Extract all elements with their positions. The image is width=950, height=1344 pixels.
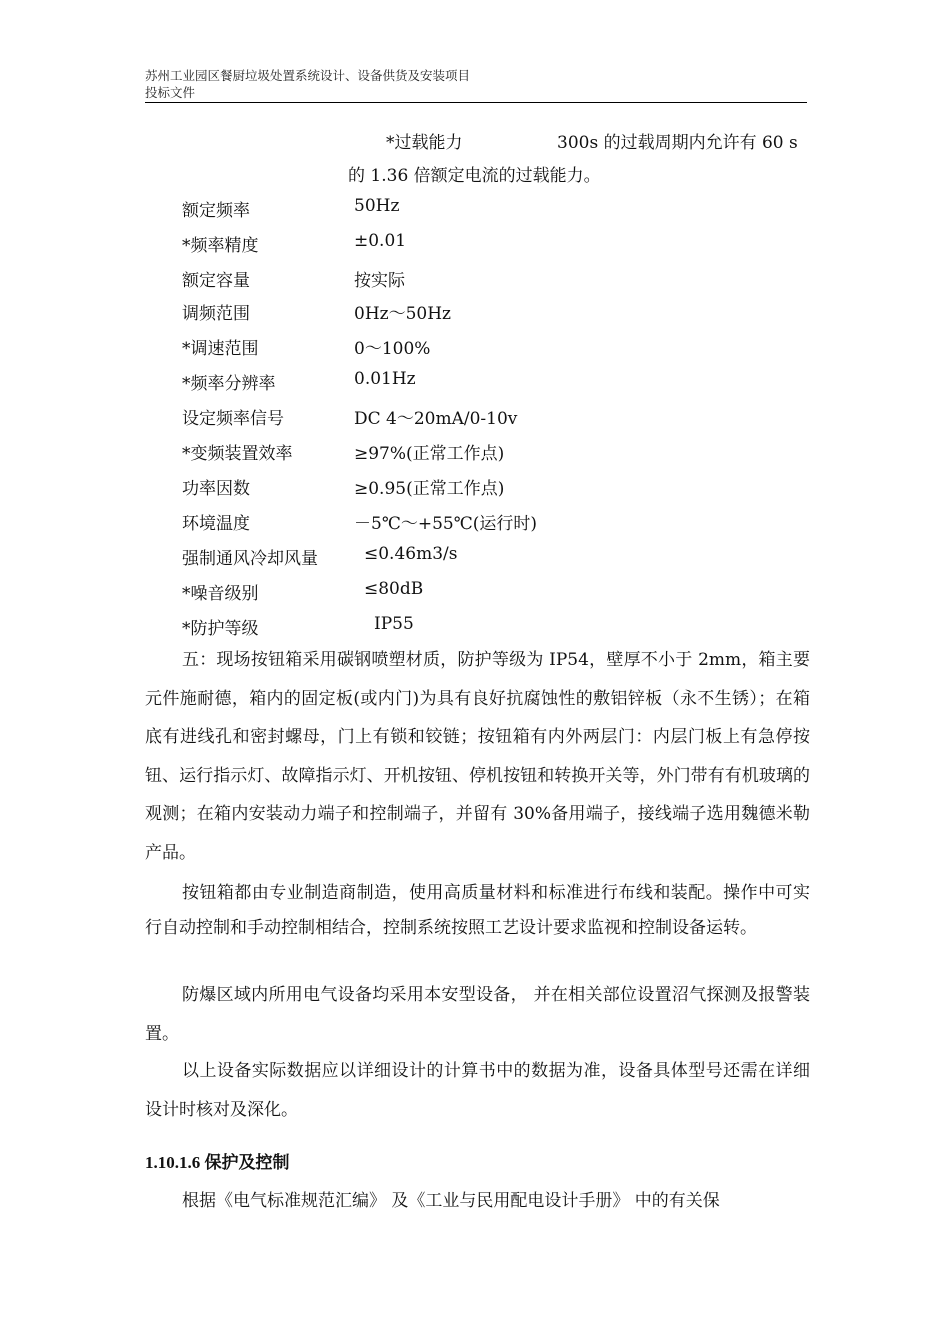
paragraph-button-box: 五：现场按钮箱采用碳钢喷塑材质，防护等级为 IP54，壁厚不小于 2mm，箱主要元件施耐德，箱内的固定板(或内门)为具有良好抗腐蚀性的敷铝锌板（永不生锈）；在箱底有进线孔和密封螺母，门上有锁和铰链；按钮箱有内外两层门：内层门板上有急停按钮、运行指示灯、故障指示灯、开机按钮、停机按钮和转换开关等，外门带有有机玻璃的观测；在箱内安装动力端子和控制端子，并留有 30%备用端子，接线端子选用魏德米勒产品。 bbox=[145, 650, 810, 863]
spec-label: 额定容量 bbox=[182, 271, 250, 291]
spec-label: *频率分辨率 bbox=[182, 374, 276, 394]
spec-label: *防护等级 bbox=[182, 619, 259, 639]
spec-value: －5℃～+55℃(运行时) bbox=[354, 514, 537, 534]
spec-label: 额定频率 bbox=[182, 201, 250, 221]
section-heading: 1.10.1.6 保护及控制 bbox=[145, 1153, 290, 1172]
spec-label: 功率因数 bbox=[182, 479, 250, 499]
spec-value: ≤80dB bbox=[364, 579, 424, 599]
spec-value: ≤0.46m3/s bbox=[364, 544, 458, 564]
spec-label: 设定频率信号 bbox=[182, 409, 284, 429]
spec-value: DC 4～20mA/0-10v bbox=[354, 409, 518, 429]
overload-value-line1: 300s 的过载周期内允许有 60 s bbox=[557, 133, 798, 153]
section-paragraph: 根据《电气标准规范汇编》 及《工业与民用配电设计手册》 中的有关保 bbox=[182, 1191, 720, 1211]
paragraph-design-data: 以上设备实际数据应以详细设计的计算书中的数据为准，设备具体型号还需在详细设计时核对及深化。 bbox=[145, 1061, 810, 1120]
overload-label: *过载能力 bbox=[386, 133, 463, 153]
paragraph-manufacturing: 按钮箱都由专业制造商制造，使用高质量材料和标准进行布线和装配。操作中可实行自动控制和手动控制相结合，控制系统按照工艺设计要求监视和控制设备运转。 bbox=[145, 883, 810, 938]
spec-value: 50Hz bbox=[354, 196, 400, 216]
header-project-title: 苏州工业园区餐厨垃圾处置系统设计、设备供货及安装项目 bbox=[145, 68, 471, 83]
spec-value: IP55 bbox=[374, 614, 414, 634]
spec-value: ≥0.95(正常工作点) bbox=[354, 479, 505, 499]
spec-label: *变频装置效率 bbox=[182, 444, 293, 464]
spec-value: 0～100% bbox=[354, 339, 431, 359]
overload-value-line2: 的 1.36 倍额定电流的过载能力。 bbox=[348, 166, 601, 186]
paragraph-explosion-proof: 防爆区域内所用电气设备均采用本安型设备， 并在相关部位设置沼气探测及报警装置。 bbox=[145, 985, 810, 1044]
spec-value: ±0.01 bbox=[354, 231, 407, 251]
spec-label: *调速范围 bbox=[182, 339, 259, 359]
header-doc-type: 投标文件 bbox=[145, 85, 196, 100]
spec-value: 0Hz～50Hz bbox=[354, 304, 452, 324]
spec-label: *频率精度 bbox=[182, 236, 259, 256]
spec-label: 强制通风冷却风量 bbox=[182, 549, 318, 569]
spec-value: ≥97%(正常工作点) bbox=[354, 444, 505, 464]
spec-label: *噪音级别 bbox=[182, 584, 259, 604]
page-header bbox=[145, 67, 807, 103]
spec-value: 0.01Hz bbox=[354, 369, 416, 389]
spec-label: 调频范围 bbox=[182, 304, 250, 324]
spec-label: 环境温度 bbox=[182, 514, 250, 534]
spec-value: 按实际 bbox=[354, 271, 405, 291]
